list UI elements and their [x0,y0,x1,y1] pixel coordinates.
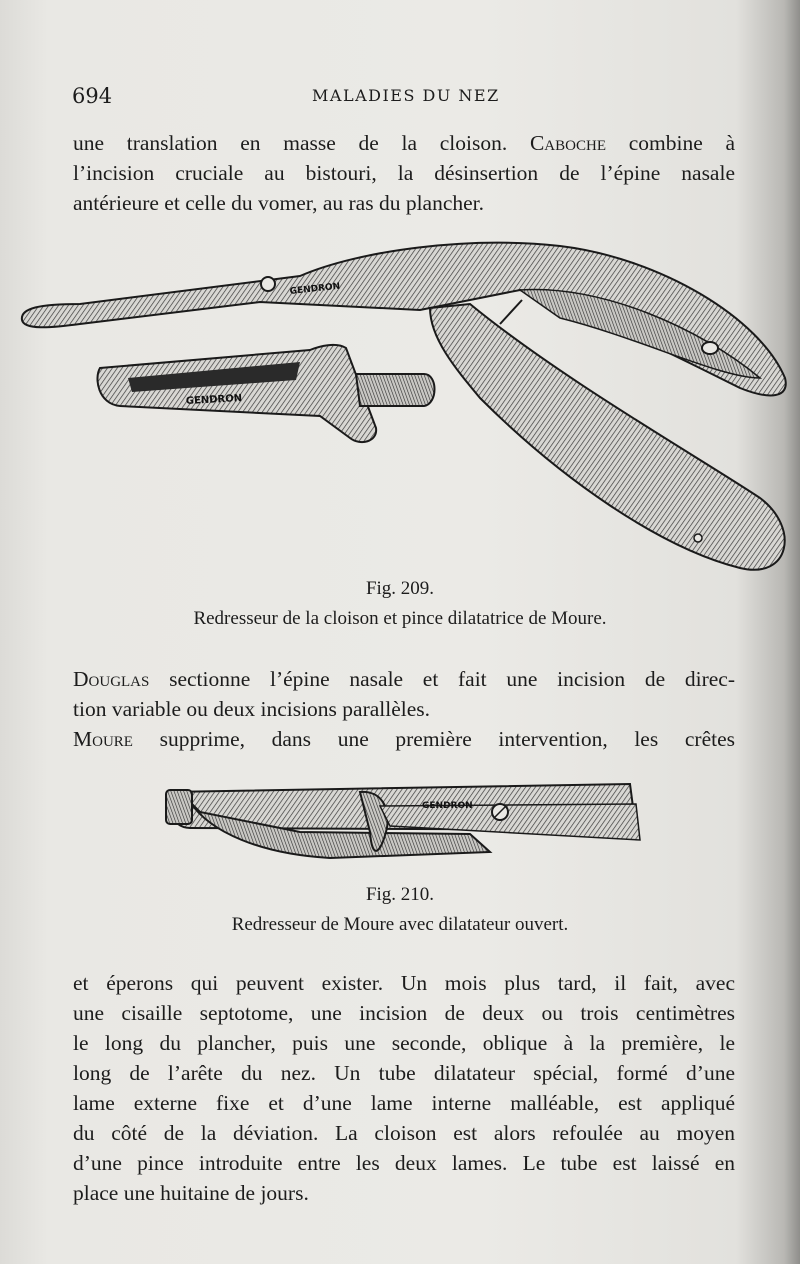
text-line: long de l’arête du nez. Un tube dilatateur spécial, formé d’une [73,1061,735,1085]
text-line: tion variable ou deux incisions parallèles. [73,697,431,721]
text-line: une cisaille septotome, une incision de deux ou trois centimètres [73,1001,735,1025]
figure-209-illustration [0,228,800,588]
instrument-mark: GENDRON [289,281,341,297]
text-line: une translation en masse de la cloison. Caboche combine à [73,131,735,155]
text-line: l’incision cruciale au bistouri, la désinsertion de l’épine nasale [73,161,735,185]
text-line: place une huitaine de jours. [73,1181,309,1205]
text-line: Douglas sectionne l’épine nasale et fait une incision de direc- [73,667,735,691]
figure-210-label: Fig. 210. [365,884,435,905]
instrument-mark: GENDRON [185,393,243,407]
text-line: le long du plancher, puis une seconde, oblique à la première, le [73,1031,735,1055]
figure-210-caption: Redresseur de Moure avec dilatateur ouvert. [231,914,569,935]
paragraph-caboche [73,128,735,218]
paragraph-continuation [73,968,735,1208]
figure-209-caption: Redresseur de la cloison et pince dilatatrice de Moure. [193,608,607,629]
author-name: Caboche [529,131,606,155]
paragraph-douglas [73,664,735,724]
author-name: Douglas [73,667,150,691]
text-line: lame externe fixe et d’une lame interne malléable, est appliqué [73,1091,735,1115]
page-number: 694 [72,84,113,108]
text-line: antérieure et celle du vomer, au ras du plancher. [73,191,485,215]
text-line: du côté de la déviation. La cloison est alors refoulée au moyen [73,1121,735,1145]
text-line: d’une pince introduite entre les deux lames. Le tube est laissé en [73,1151,735,1175]
screw-hole [702,342,718,354]
running-header [72,84,740,112]
spring-lever [500,300,522,324]
pivot-screw [261,277,275,291]
paragraph-moure [73,724,735,754]
text-line: et éperons qui peuvent exister. Un mois plus tard, il fait, avec [73,971,735,995]
running-title: MALADIES DU NEZ [312,86,500,105]
author-name: Moure [73,727,133,751]
instrument-mark: GENDRON [422,801,473,811]
dilator-end [166,790,192,824]
text-line: Moure supprime, dans une première intervention, les crêtes [73,727,735,751]
figure-209-label: Fig. 209. [365,578,435,599]
straightener-rod [356,374,435,406]
figure-210-illustration [0,770,800,880]
handle-rivet [694,534,702,542]
